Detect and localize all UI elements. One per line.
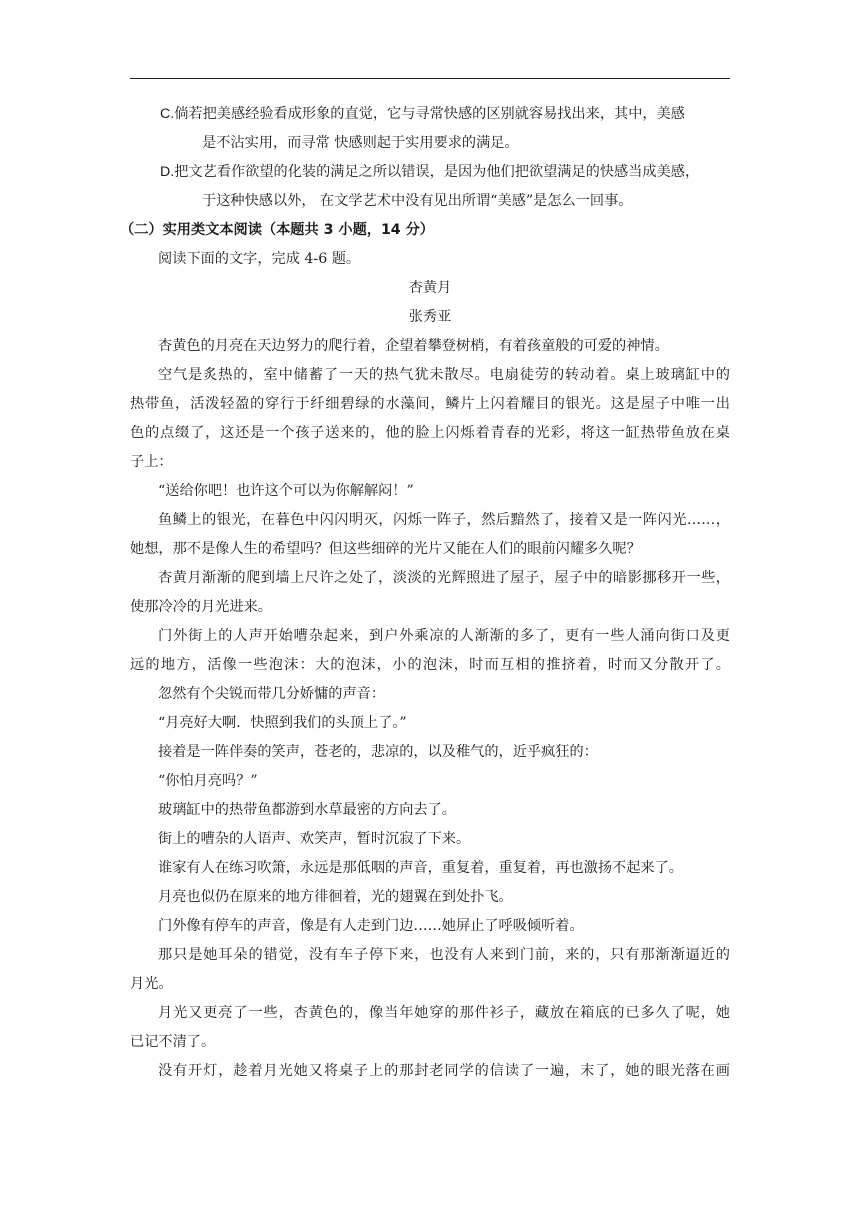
article-line: 忽然有个尖锐而带几分娇慵的声音：: [158, 686, 386, 702]
article-line: 街上的嘈杂的人语声、欢笑声，暂时沉寂了下来。: [158, 831, 471, 847]
article-line: 门外像有停车的声音，像是有人走到门边……她屏止了呼吸倾听着。: [158, 918, 584, 934]
header-rule: [130, 78, 730, 79]
article-line: 杏黄月渐渐的爬到墙上尺许之处了，淡淡的光辉照进了屋子，屋子中的暗影挪移开一些，: [158, 570, 730, 586]
article-line: “送给你吧！也许这个可以为你解解闷！”: [158, 483, 414, 499]
option-c-line2: 是不沾实用，而寻常 快感则起于实用要求的满足。: [202, 135, 519, 151]
article-line: 远的地方，活像一些泡沫：大的泡沫，小的泡沫，时而互相的推挤着，时而又分散开了。: [130, 657, 730, 673]
article-line: 门外街上的人声开始嘈杂起来，到户外乘凉的人渐渐的多了，更有一些人涌向街口及更: [158, 628, 730, 644]
option-c-text1: 倘若把美感经验看成形象的直觉，它与寻常快感的区别就容易找出来，其中，美感: [174, 106, 685, 122]
article-line: 热带鱼，活泼轻盈的穿行于纤细碧绿的水藻间，鳞片上闪着耀目的银光。这是屋子中唯一出: [130, 396, 730, 412]
article-line: 谁家有人在练习吹箫，永远是那低咽的声音，重复着，重复着，再也激扬不起来了。: [158, 860, 683, 876]
page-content: [120, 100, 730, 1086]
article-line: 那只是她耳朵的错觉，没有车子停下来，也没有人来到门前，来的，只有那渐渐逼近的: [158, 947, 730, 963]
article-line: 玻璃缸中的热带鱼都游到水草最密的方向去了。: [158, 802, 456, 818]
section-heading: （二）实用类文本阅读（本题共 3 小题，14 分）: [120, 222, 434, 238]
article-line: 已记不清了。: [130, 1034, 216, 1050]
article-line: 子上：: [130, 454, 173, 470]
option-c-label: C.: [160, 106, 175, 122]
article-line: 月光。: [130, 976, 173, 992]
article-line: 鱼鳞上的银光，在暮色中闪闪明灭，闪烁一阵子，然后黯然了，接着又是一阵闪光……，: [158, 512, 730, 528]
article-line: 接着是一阵伴奏的笑声，苍老的，悲凉的，以及稚气的，近乎疯狂的：: [158, 744, 598, 760]
article-line: 色的点缀了，这还是一个孩子送来的，他的脸上闪烁着青春的光彩，将这一缸热带鱼放在桌: [130, 425, 730, 441]
article-line: “月亮好大啊．快照到我们的头顶上了。”: [158, 715, 407, 731]
article-line: “你怕月亮吗？”: [158, 773, 258, 789]
option-d-line1: [130, 158, 730, 187]
article-author: 张秀亚: [408, 309, 452, 325]
section-instruction: 阅读下面的文字，完成 4-6 题。: [158, 251, 361, 267]
article-line: 没有开灯，趁着月光她又将桌子上的那封老同学的信读了一遍，末了，她的眼光落在画: [158, 1063, 730, 1079]
option-d-text1: 把文艺看作欲望的化装的满足之所以错误，是因为他们把欲望满足的快感当成美感，: [174, 164, 700, 180]
article-title: 杏黄月: [408, 280, 452, 296]
article-line: 月亮也似仍在原来的地方徘徊着，光的翅翼在到处扑飞。: [158, 889, 513, 905]
article-line: 使那冷冷的月光进来。: [130, 599, 272, 615]
article-line: 杏黄色的月亮在天边努力的爬行着，企望着攀登树梢，有着孩童般的可爱的神情。: [158, 338, 669, 354]
option-d-line2: 于这种快感以外， 在文学艺术中没有见出所谓“美感”是怎么一回事。: [202, 193, 633, 209]
option-d-label: D.: [160, 164, 175, 180]
option-c-line1: [130, 100, 730, 129]
article-line: 她想，那不是像人生的希望吗？但这些细碎的光片又能在人们的眼前闪耀多久呢？: [130, 541, 641, 557]
article-line: 月光又更亮了一些，杏黄色的，像当年她穿的那件衫子，藏放在箱底的已多久了呢，她: [158, 1005, 730, 1021]
article-line: 空气是炙热的，室中储蓄了一天的热气犹未散尽。电扇徒劳的转动着。桌上玻璃缸中的: [158, 367, 730, 383]
article-body: [130, 332, 730, 1086]
